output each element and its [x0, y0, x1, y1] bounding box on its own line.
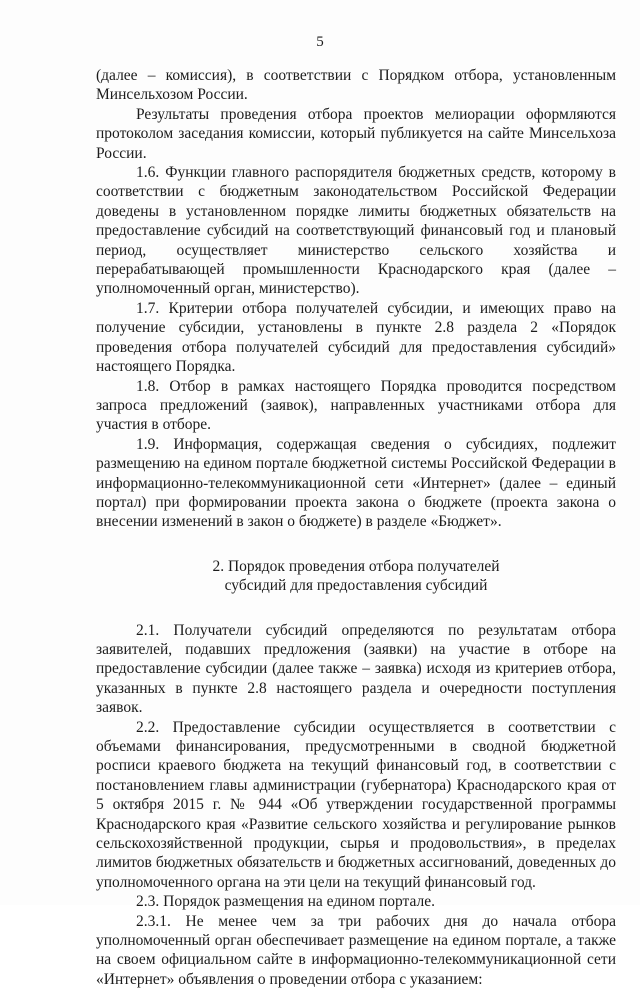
- paragraph-1-8: 1.8. Отбор в рамках настоящего Порядка проводится посредством запроса предложений (заявок), направленных участниками отбора для участия в отборе.: [96, 377, 616, 434]
- paragraph-2-3-1: 2.3.1. Не менее чем за три рабочих дня до начала отбора уполномоченный орган обеспечивает размещение на едином портале, а также на своем официальном сайте в информационно-телекоммуникационной сети «Интернет» объявления о проведении отбора с указанием:: [96, 912, 616, 988]
- paragraph-1-6: 1.6. Функции главного распорядителя бюджетных средств, которому в соответствии с бюджетным законодательством Российской Федерации доведены в установленном порядке лимиты бюджетных обязательств на предоставление субсидий на соответствующий финансовый год и плановый период, осуществляет министерство сельского хозяйства и перерабатывающей промышленности Краснодарского края (далее – уполномоченный орган, министерство).: [96, 164, 616, 298]
- page-number: 5: [316, 34, 324, 50]
- paragraph-1-9: 1.9. Информация, содержащая сведения о субсидиях, подлежит размещению на едином портале бюджетной системы Российской Федерации в информационно-телекоммуникационной сети «Интернет» (далее – единый портал) при формировании проекта закона о бюджете (проекта закона о внесении изменений в закон о бюджете) в разделе «Бюджет».: [96, 435, 616, 531]
- section-heading: [96, 557, 616, 596]
- paragraph-2-1: 2.1. Получатели субсидий определяются по результатам отбора заявителей, подавших предложения (заявки) на участие в отборе на предоставление субсидии (далее также – заявка) исходя из критериев отбора, указанных в пункте 2.8 настоящего раздела и очередности поступления заявок.: [96, 621, 616, 717]
- document-body: [96, 66, 616, 989]
- paragraph-continuation: (далее – комиссия), в соответствии с Порядком отбора, установленным Минсельхозом России.: [96, 67, 616, 104]
- paragraph-2-3: 2.3. Порядок размещения на едином портале.: [136, 893, 436, 911]
- paragraph-2-2: 2.2. Предоставление субсидии осуществляется в соответствии с объемами финансирования, предусмотренными в сводной бюджетной росписи краевого бюджета на текущий финансовый год, в соответствии с постановлением главы администрации (губернатора) Краснодарского края от 5 октября 2015 г. № 944 «Об утверждении государственной программы Краснодарского края «Развитие сельского хозяйства и регулирование рынков сельскохозяйственной продукции, сырья и продовольствия», в пределах лимитов бюджетных обязательств и бюджетных ассигнований, доведенных до уполномоченного органа на эти цели на текущий финансовый год.: [96, 718, 616, 891]
- section-heading-line-2: субсидий для предоставления субсидий: [224, 577, 488, 595]
- paragraph-1-7: 1.7. Критерии отбора получателей субсидии, и имеющих право на получение субсидии, установлены в пункте 2.8 раздела 2 «Порядок проведения отбора получателей субсидий для предоставления субсидий» настоящего Порядка.: [96, 299, 616, 376]
- paragraph-results: Результаты проведения отбора проектов мелиорации оформляются протоколом заседания комиссии, который публикуется на сайте Минсельхоза России.: [96, 105, 616, 162]
- section-heading-line-1: 2. Порядок проведения отбора получателей: [212, 557, 500, 575]
